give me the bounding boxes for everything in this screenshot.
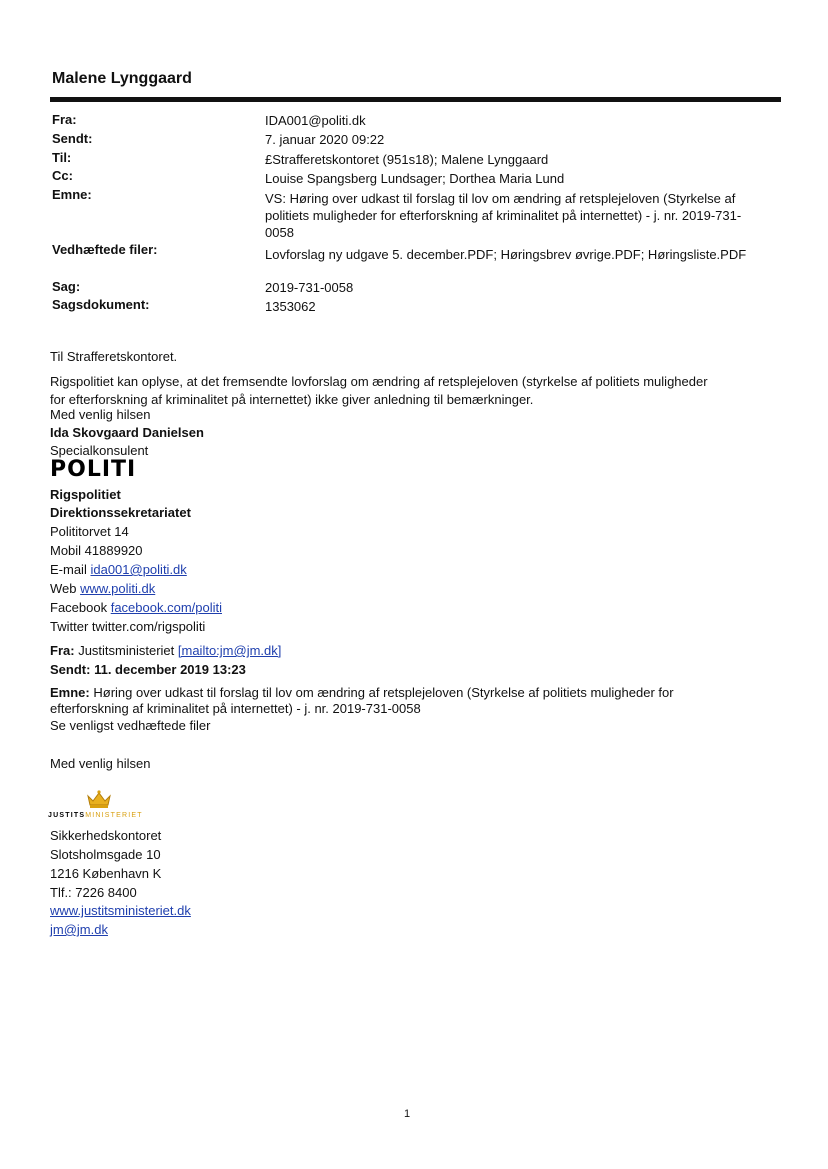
fwd-from-row bbox=[50, 642, 281, 659]
attachments-label: Vedhæftede filer: bbox=[52, 242, 158, 257]
jm-street: Slotsholmsgade 10 bbox=[50, 847, 161, 862]
fwd-mailto-link[interactable]: [mailto:jm@jm.dk] bbox=[177, 643, 282, 658]
fwd-subject-line-2: efterforskning af kriminalitet på internettet) - j. nr. 2019-731-0058 bbox=[50, 701, 421, 716]
closing: Med venlig hilsen bbox=[50, 407, 151, 422]
from-value: IDA001@politi.dk bbox=[265, 113, 366, 128]
body-line-2: for efterforskning af kriminalitet på internettet) ikke giver anledning til bemærkninger. bbox=[50, 392, 534, 407]
logo-text-bold: JUSTITS bbox=[48, 812, 86, 819]
web-link[interactable]: www.politi.dk bbox=[80, 581, 156, 596]
jm-phone: Tlf.: 7226 8400 bbox=[50, 885, 137, 900]
crown-icon bbox=[86, 789, 112, 809]
sender-web-row bbox=[50, 580, 155, 597]
subject-value: VS: Høring over udkast til forslag til lov om ændring af retsplejeloven (Styrkelse af politiets muligheder for efterforskning af kriminalitet på internettet) - j. nr. 2019-731-0058 bbox=[265, 191, 742, 240]
sender-address: Polititorvet 14 bbox=[50, 524, 129, 539]
justitsministeriet-logo bbox=[48, 812, 143, 819]
facebook-link[interactable]: facebook.com/politi bbox=[110, 600, 222, 615]
fwd-note: Se venligst vedhæftede filer bbox=[50, 718, 211, 733]
sent-value: 7. januar 2020 09:22 bbox=[265, 132, 385, 147]
jm-mail-link[interactable]: jm@jm.dk bbox=[50, 922, 108, 937]
subject-label: Emne: bbox=[52, 187, 92, 202]
fwd-sent-value: 11. december 2019 13:23 bbox=[94, 662, 246, 677]
politi-logo: POLITI bbox=[50, 457, 137, 482]
sender-mobile: Mobil 41889920 bbox=[50, 543, 143, 558]
cc-label: Cc: bbox=[52, 168, 73, 183]
logo-text-light: MINISTERIET bbox=[85, 812, 143, 819]
facebook-label: Facebook bbox=[50, 600, 108, 615]
to-value: £Strafferetskontoret (951s18); Malene Lynggaard bbox=[265, 152, 549, 167]
fwd-from-value: Justitsministeriet bbox=[78, 643, 175, 658]
page-number: 1 bbox=[404, 1108, 411, 1120]
case-value: 2019-731-0058 bbox=[265, 280, 354, 295]
fwd-sent-label: Sendt: bbox=[50, 662, 91, 677]
sender-facebook-row bbox=[50, 599, 222, 616]
case-label: Sag: bbox=[52, 279, 81, 294]
sender-name: Ida Skovgaard Danielsen bbox=[50, 425, 204, 440]
sender-dept: Direktionssekretariatet bbox=[50, 505, 191, 520]
body-line-1: Rigspolitiet kan oplyse, at det fremsendte lovforslag om ændring af retsplejeloven (styrkelse af politiets muligheder bbox=[50, 374, 708, 389]
fwd-closing: Med venlig hilsen bbox=[50, 756, 151, 771]
sent-label: Sendt: bbox=[52, 131, 93, 146]
web-label: Web bbox=[50, 581, 77, 596]
fwd-sent-row bbox=[50, 661, 246, 678]
cc-value: Louise Spangsberg Lundsager; Dorthea Maria Lund bbox=[265, 171, 565, 186]
from-label: Fra: bbox=[52, 112, 77, 127]
email-link[interactable]: ida001@politi.dk bbox=[90, 562, 187, 577]
sender-title: Specialkonsulent bbox=[50, 443, 149, 458]
header-divider bbox=[50, 97, 781, 102]
jm-website-link[interactable]: www.justitsministeriet.dk bbox=[50, 903, 191, 918]
to-label: Til: bbox=[52, 150, 72, 165]
greeting: Til Strafferetskontoret. bbox=[50, 349, 178, 364]
fwd-subject-line-1: Høring over udkast til forslag til lov om ændring af retsplejeloven (Styrkelse af politiets muligheder for bbox=[93, 685, 674, 700]
fwd-subject-row bbox=[50, 684, 674, 701]
jm-city: 1216 København K bbox=[50, 866, 162, 881]
fwd-from-label: Fra: bbox=[50, 643, 75, 658]
casedoc-value: 1353062 bbox=[265, 299, 316, 314]
casedoc-label: Sagsdokument: bbox=[52, 297, 150, 312]
email-label: E-mail bbox=[50, 562, 87, 577]
sender-org: Rigspolitiet bbox=[50, 487, 121, 502]
jm-office: Sikkerhedskontoret bbox=[50, 828, 162, 843]
sender-email-row bbox=[50, 561, 187, 578]
fwd-subject-label: Emne: bbox=[50, 685, 90, 700]
mailbox-owner-name: Malene Lynggaard bbox=[52, 70, 192, 87]
sender-twitter: Twitter twitter.com/rigspoliti bbox=[50, 619, 206, 634]
attachments-value: Lovforslag ny udgave 5. december.PDF; Høringsbrev øvrige.PDF; Høringsliste.PDF bbox=[265, 247, 747, 262]
